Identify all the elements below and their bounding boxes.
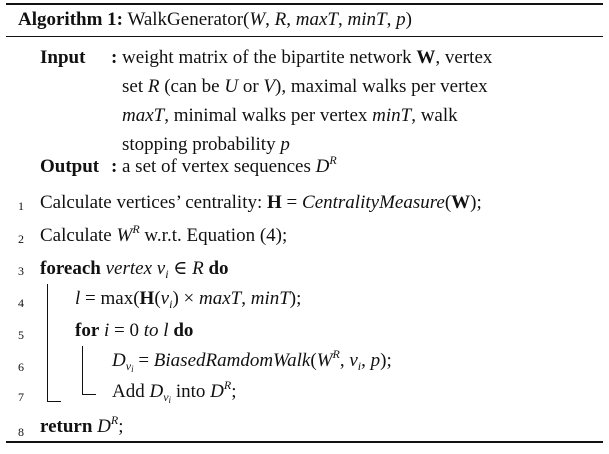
for-block-end xyxy=(82,394,96,395)
step-4: $l = \max(H(v_i) \times \max T$, minT); xyxy=(75,288,302,311)
step-6: $D_{v_i}$ = $BiasedRamdomWalk(W^R$, $v_i$, p); xyxy=(112,347,392,374)
input-label: Input xyxy=(40,47,86,68)
line-number-2: 2 xyxy=(18,232,24,246)
line-number-8: 8 xyxy=(18,425,24,439)
output-colon: : xyxy=(111,156,118,177)
line-number-3: 3 xyxy=(18,264,24,278)
algorithm-params: (W, R, maxT, minT, p) xyxy=(243,9,412,30)
header-rule xyxy=(6,36,603,37)
step-5: for i = 0 to l do xyxy=(75,320,194,341)
input-description xyxy=(122,43,592,159)
step-7: Add $D_{v_i}$ into $D^R$; xyxy=(112,378,237,405)
line-number-5: 5 xyxy=(18,328,24,342)
input-line-1: weight matrix of the bipartite network W, vertex xyxy=(122,47,493,68)
foreach-block-end xyxy=(47,401,61,402)
algorithm-label: Algorithm 1: xyxy=(18,9,124,30)
line-number-4: 4 xyxy=(18,296,24,310)
top-rule xyxy=(6,3,603,5)
bottom-rule xyxy=(6,441,603,443)
for-block-bar xyxy=(82,346,83,395)
input-line-3: maxT, minimal walks per vertex minT, walk xyxy=(122,105,458,126)
input-line-2: set R (can be U or V), maximal walks per vertex xyxy=(122,76,488,97)
line-number-6: 6 xyxy=(18,360,24,374)
algorithm-header xyxy=(18,7,412,33)
output-text: a set of vertex sequences $D^R$ xyxy=(122,153,337,177)
foreach-block-bar xyxy=(47,284,48,402)
line-number-7: 7 xyxy=(18,390,24,404)
line-number-1: 1 xyxy=(18,199,24,213)
step-1: Calculate vertices’ centrality: H = CentralityMeasure(W); xyxy=(40,192,482,213)
algorithm-name: WalkGenerator xyxy=(127,9,244,30)
input-line-4: stopping probability p xyxy=(122,134,290,155)
step-8: return $D^R$; xyxy=(40,413,124,437)
step-2: Calculate $W^R$ w.r.t. Equation (4); xyxy=(40,222,288,246)
step-3: foreach vertex $v_i$ ∈ R do xyxy=(40,258,229,281)
output-label: Output xyxy=(40,156,100,177)
input-colon: : xyxy=(111,47,118,68)
